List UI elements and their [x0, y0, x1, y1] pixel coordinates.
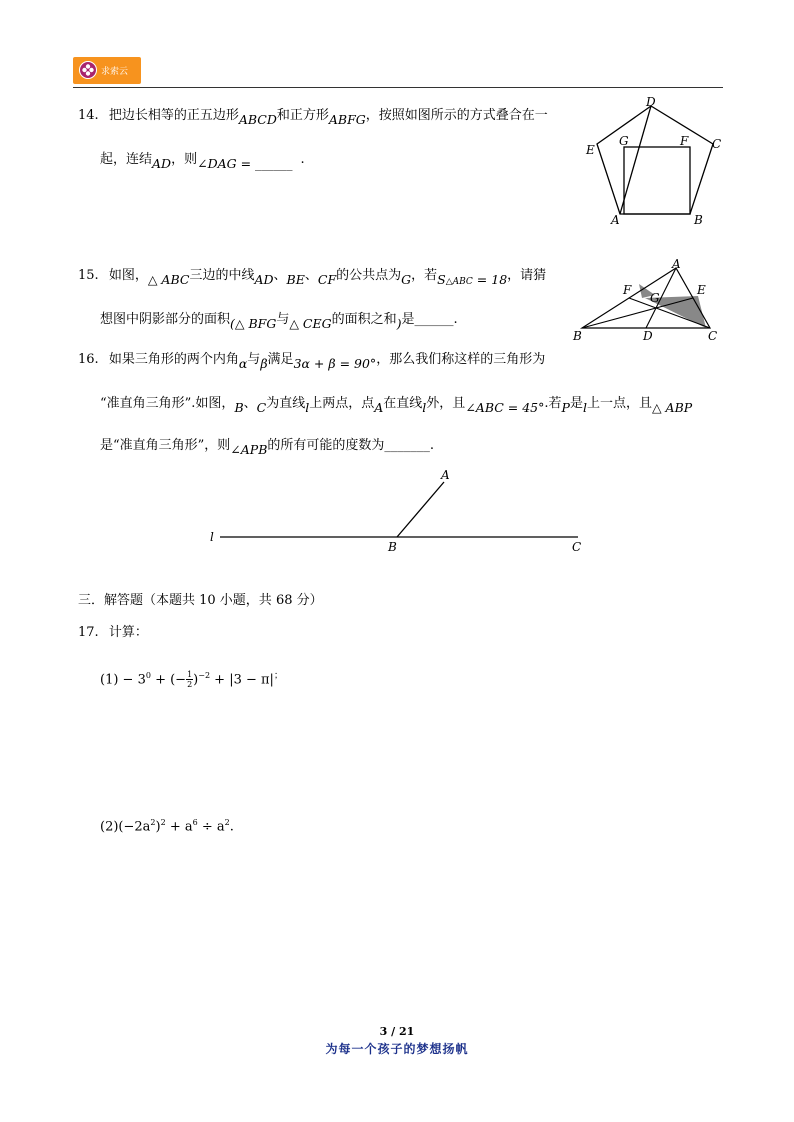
q15-text: ，请猜: [507, 268, 547, 283]
q16-triangle: △ ABP: [651, 400, 693, 415]
expr-end: .: [229, 819, 234, 835]
label-l: l: [210, 530, 214, 544]
q16-text: .如图，: [191, 396, 235, 411]
q15-median: CF: [317, 272, 337, 287]
q16-text: .若: [544, 396, 562, 411]
q16-text: 为直线: [266, 396, 306, 411]
label-B: B: [388, 540, 397, 554]
q14-angle-blank: ∠DAG = ______: [197, 156, 293, 171]
q16-angle: ∠APB: [230, 442, 268, 457]
q15-median: AD: [254, 272, 274, 287]
label-E: E: [586, 143, 595, 157]
q16-text: 是: [569, 396, 583, 411]
label-B: B: [573, 329, 582, 343]
label-F: F: [623, 283, 632, 297]
q16-text: “准直角三角形”: [100, 396, 192, 411]
q16-text: 上两点，点: [309, 396, 375, 411]
q14-text: 把边长相等的正五边形: [108, 108, 239, 123]
q15-text: 的面积之和: [331, 312, 397, 327]
q15-text: 的公共点为: [336, 268, 402, 283]
q14-line1: [78, 106, 548, 125]
q16-text: 满足: [267, 352, 294, 367]
q17-part1-expression: [100, 668, 283, 689]
q16-text: 如果三角形的两个内角: [108, 352, 239, 367]
page-number: 3 / 21: [379, 1025, 415, 1038]
q17-number: 17.: [78, 625, 99, 640]
expr-text: ): [155, 819, 161, 835]
expr-sup: −2: [198, 671, 211, 680]
q16-line2: [100, 394, 692, 413]
q16-beta: β: [260, 356, 268, 371]
q15-triangle-ceg: △ CEG: [289, 316, 332, 331]
label-F: F: [680, 134, 689, 148]
expr-text: + |3 − π|: [210, 672, 274, 688]
fraction-half: $\frac{1}{2}$: [187, 670, 193, 690]
q14-number: 14.: [78, 108, 99, 123]
expr-sup: 6: [192, 818, 198, 827]
expr-sup: 2: [150, 818, 156, 827]
expr-end: ；: [273, 671, 283, 681]
label-C: C: [572, 540, 582, 554]
expr-text: − 3: [118, 672, 146, 688]
expr-text: ÷ a: [197, 819, 225, 835]
label-G: G: [619, 134, 629, 148]
q15-point: G: [401, 272, 412, 287]
q17-title: 计算：: [108, 625, 148, 640]
logo-flower-icon: [79, 61, 97, 79]
header-divider: [73, 87, 723, 88]
q16-var: P: [561, 400, 570, 415]
q14-pentagon-square-figure: [580, 92, 730, 232]
q15-text: 三边的中线: [189, 268, 255, 283]
q15-text: 、: [304, 268, 318, 283]
q16-var: l: [582, 400, 587, 415]
q16-text: 在直线: [383, 396, 423, 411]
q14-pentagon-name: ABCD: [238, 112, 277, 127]
q16-var: A: [374, 400, 384, 415]
label-C: C: [708, 329, 718, 343]
q16-line-figure: [200, 462, 600, 557]
q15-blank: 是______.: [401, 312, 458, 327]
q16-text: ，那么我们称这样的三角形为: [376, 352, 546, 367]
q16-number: 16.: [78, 352, 99, 367]
label-B: B: [694, 213, 703, 227]
q15-text: ，若: [411, 268, 438, 283]
part-label: (1): [100, 672, 119, 688]
label-A: A: [441, 468, 450, 482]
q15-triangle: △ ABC: [147, 272, 190, 287]
q15-text: 想图中阴影部分的面积: [100, 312, 231, 327]
logo-text: 求索云: [101, 67, 129, 77]
q16-text: 的所有可能的度数为_______.: [267, 438, 435, 453]
pentagon-shape: [597, 106, 713, 214]
q16-text: 是“准直角三角形”，则: [100, 438, 231, 453]
q16-var: C: [256, 400, 267, 415]
q14-text: ，则: [171, 152, 198, 167]
expr-sup: 0: [145, 671, 151, 680]
q17-heading: [78, 624, 148, 642]
q15-line2: [100, 310, 458, 329]
label-A: A: [672, 257, 681, 271]
q14-text: ，按照如图所示的方式叠合在一: [365, 108, 548, 123]
label-A: A: [611, 213, 620, 227]
expr-text: + (−: [150, 672, 187, 688]
q16-var: B: [234, 400, 244, 415]
q16-line1: [78, 350, 545, 369]
q15-median: BE: [286, 272, 305, 287]
q15-text: 、: [273, 268, 287, 283]
q14-square-name: ABFG: [328, 112, 366, 127]
q15-paren: ): [396, 316, 402, 331]
q15-line1: [78, 266, 546, 286]
q16-angle: ∠ABC = 45°: [465, 400, 545, 415]
q17-part2-expression: [100, 818, 234, 834]
q15-triangle-medians-figure: [570, 256, 730, 346]
q16-alpha: α: [238, 356, 248, 371]
q15-text: 与: [276, 312, 290, 327]
label-D: D: [643, 329, 653, 343]
q16-text: 上一点，且: [586, 396, 652, 411]
expr-sup: 2: [160, 818, 166, 827]
q14-text: 和正方形: [276, 108, 329, 123]
q16-var: l: [422, 400, 427, 415]
q14-segment: AD: [152, 156, 172, 171]
label-C: C: [712, 137, 722, 151]
expr-text: + a: [165, 819, 193, 835]
label-E: E: [697, 283, 706, 297]
q16-text: 与: [247, 352, 261, 367]
expr-text: (−2a: [118, 819, 151, 835]
segment-AD: [620, 106, 651, 214]
q16-condition: 3α + β = 90°: [293, 356, 377, 371]
q16-text: 、: [243, 396, 257, 411]
square-shape: [624, 147, 690, 214]
q14-text: 起，连结: [100, 152, 153, 167]
q15-triangle-bfg: (△ BFG: [230, 316, 277, 331]
q14-line2: [100, 150, 305, 169]
q16-var: l: [305, 400, 310, 415]
q15-text: 如图，: [108, 268, 148, 283]
q15-area-expr: S△ABC = 18: [437, 272, 508, 287]
part-label: (2): [100, 819, 119, 835]
footer-slogan: 为每一个孩子的梦想扬帆: [325, 1042, 469, 1056]
segment-BA: [397, 482, 444, 537]
brand-logo: [73, 57, 141, 84]
q14-period: .: [300, 152, 305, 167]
label-G: G: [650, 291, 660, 305]
q16-line3: [100, 436, 434, 455]
expr-sup: 2: [224, 818, 230, 827]
section-heading: 三．解答题（本题共 10 小题，共 68 分）: [78, 593, 323, 608]
label-D: D: [646, 95, 656, 109]
q16-text: 外，且: [426, 396, 466, 411]
expr-text: ): [193, 672, 199, 688]
q15-number: 15.: [78, 268, 99, 283]
